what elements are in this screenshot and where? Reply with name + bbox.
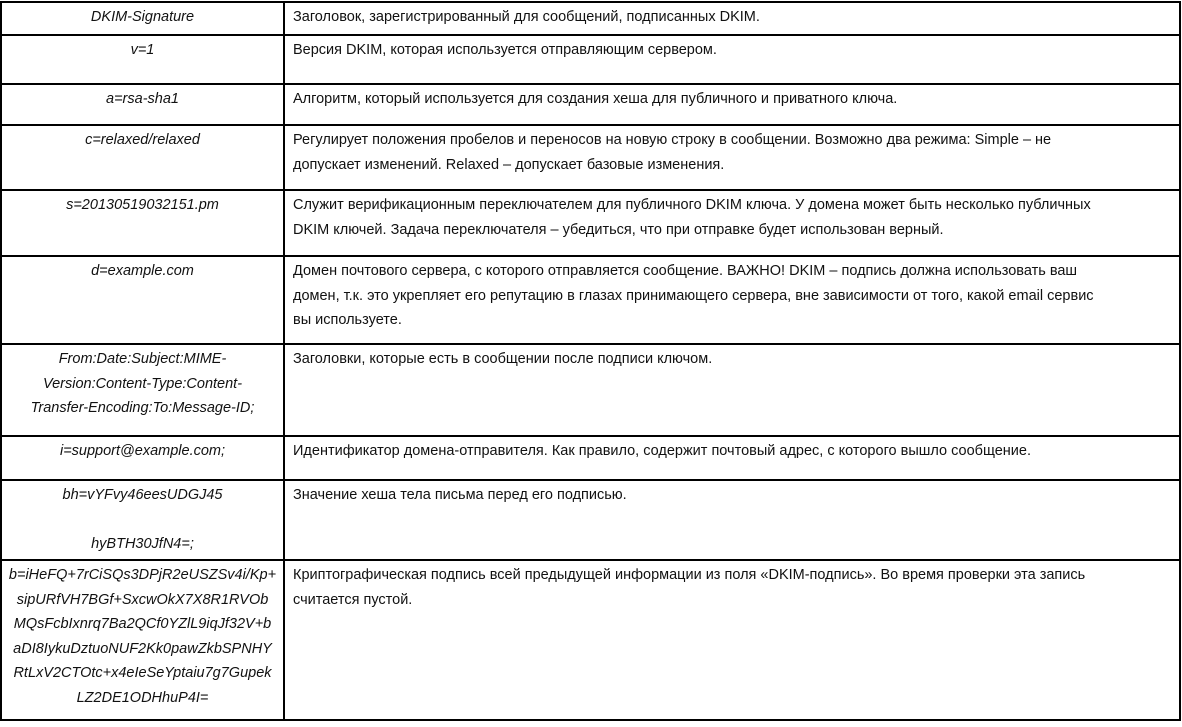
table-row (1, 480, 1180, 560)
tag-line: hyBTH30JfN4=; (91, 535, 194, 552)
tag-line: Transfer-Encoding:To:Message-ID; (30, 400, 255, 416)
tag-line: sipURfVH7BGf+SxcwOkX7X8R1RVOb (16, 591, 269, 608)
tag-line (2, 508, 283, 532)
description-line: Регулирует положения пробелов и переносов на новую строку в сообщении. Возможно два режима: Simple – не (293, 132, 1052, 148)
tag-cell (1, 84, 284, 125)
tag-cell (1, 190, 284, 256)
table-row (1, 344, 1180, 436)
description-cell (284, 35, 1180, 84)
tag-cell (1, 2, 284, 35)
description-cell (284, 190, 1180, 256)
tag-cell (1, 560, 284, 720)
dkim-table (0, 1, 1181, 721)
description-line: Домен почтового сервера, с которого отправляется сообщение. ВАЖНО! DKIM – подпись должна использовать ваш (293, 263, 1078, 279)
tag-line: bh=vYFvy46eesUDGJ45 (62, 487, 223, 503)
description-line: Идентификатор домена-отправителя. Как правило, содержит почтовый адрес, с которого вышло сообщение. (293, 443, 1031, 459)
description-line: допускает изменений. Relaxed – допускает базовые изменения. (293, 156, 725, 173)
tag-cell (1, 256, 284, 344)
table-row (1, 256, 1180, 344)
description-cell (284, 436, 1180, 480)
description-cell (284, 84, 1180, 125)
description-line: домен, т.к. это укрепляет его репутацию в глазах принимающего сервера, вне зависимости от того, какой email сервис (293, 287, 1094, 304)
tag-line: RtLxV2CTOtc+x4eIeSeYptaiu7g7Gupek (13, 665, 272, 681)
tag-line: From:Date:Subject:MIME- (58, 351, 227, 367)
table-row (1, 125, 1180, 190)
table-row (1, 560, 1180, 720)
description-cell (284, 480, 1180, 560)
table-row (1, 84, 1180, 125)
tag-line: s=20130519032151.pm (66, 197, 219, 213)
tag-line: Version:Content-Type:Content- (42, 375, 243, 392)
tag-line: a=rsa-sha1 (106, 91, 179, 107)
description-line: Служит верификационным переключателем для публичного DKIM ключа. У домена может быть несколько публичных (293, 197, 1091, 213)
description-cell (284, 560, 1180, 720)
table-row (1, 2, 1180, 35)
tag-line: DKIM-Signature (90, 9, 195, 25)
table-row (1, 190, 1180, 256)
description-line: Значение хеша тела письма перед его подписью. (293, 487, 627, 503)
tag-cell (1, 480, 284, 560)
description-line: Версия DKIM, которая используется отправляющим сервером. (293, 42, 717, 58)
tag-line: d=example.com (91, 263, 194, 279)
description-cell (284, 344, 1180, 436)
description-line: считается пустой. (293, 591, 413, 608)
description-line: вы используете. (293, 312, 402, 328)
tag-line: i=support@example.com; (59, 443, 226, 459)
tag-line: c=relaxed/relaxed (85, 132, 200, 148)
description-line: DKIM ключей. Задача переключателя – убедиться, что при отправке будет использован верный. (293, 221, 944, 238)
description-cell (284, 125, 1180, 190)
description-line: Заголовок, зарегистрированный для сообщений, подписанных DKIM. (293, 9, 760, 25)
table-row (1, 35, 1180, 84)
tag-cell (1, 344, 284, 436)
tag-cell (1, 436, 284, 480)
tag-line: aDI8IykuDztuoNUF2Kk0pawZkbSPNHY (13, 640, 272, 657)
tag-line: v=1 (130, 42, 155, 58)
description-line: Алгоритм, который используется для создания хеша для публичного и приватного ключа. (293, 91, 898, 107)
description-line: Криптографическая подпись всей предыдущей информации из поля «DKIM-подпись». Во время проверки эта запись (293, 567, 1086, 583)
description-line: Заголовки, которые есть в сообщении после подписи ключом. (293, 351, 713, 367)
tag-cell (1, 35, 284, 84)
tag-line: LZ2DE1ODHhuP4I= (76, 689, 209, 706)
tag-cell (1, 125, 284, 190)
table-row (1, 436, 1180, 480)
description-cell (284, 256, 1180, 344)
description-cell (284, 2, 1180, 35)
tag-line: b=iHeFQ+7rCiSQs3DPjR2eUSZSv4i/Kp+ (8, 567, 277, 583)
tag-line: MQsFcbIxnrq7Ba2QCf0YZlL9iqJf32V+b (13, 616, 272, 632)
